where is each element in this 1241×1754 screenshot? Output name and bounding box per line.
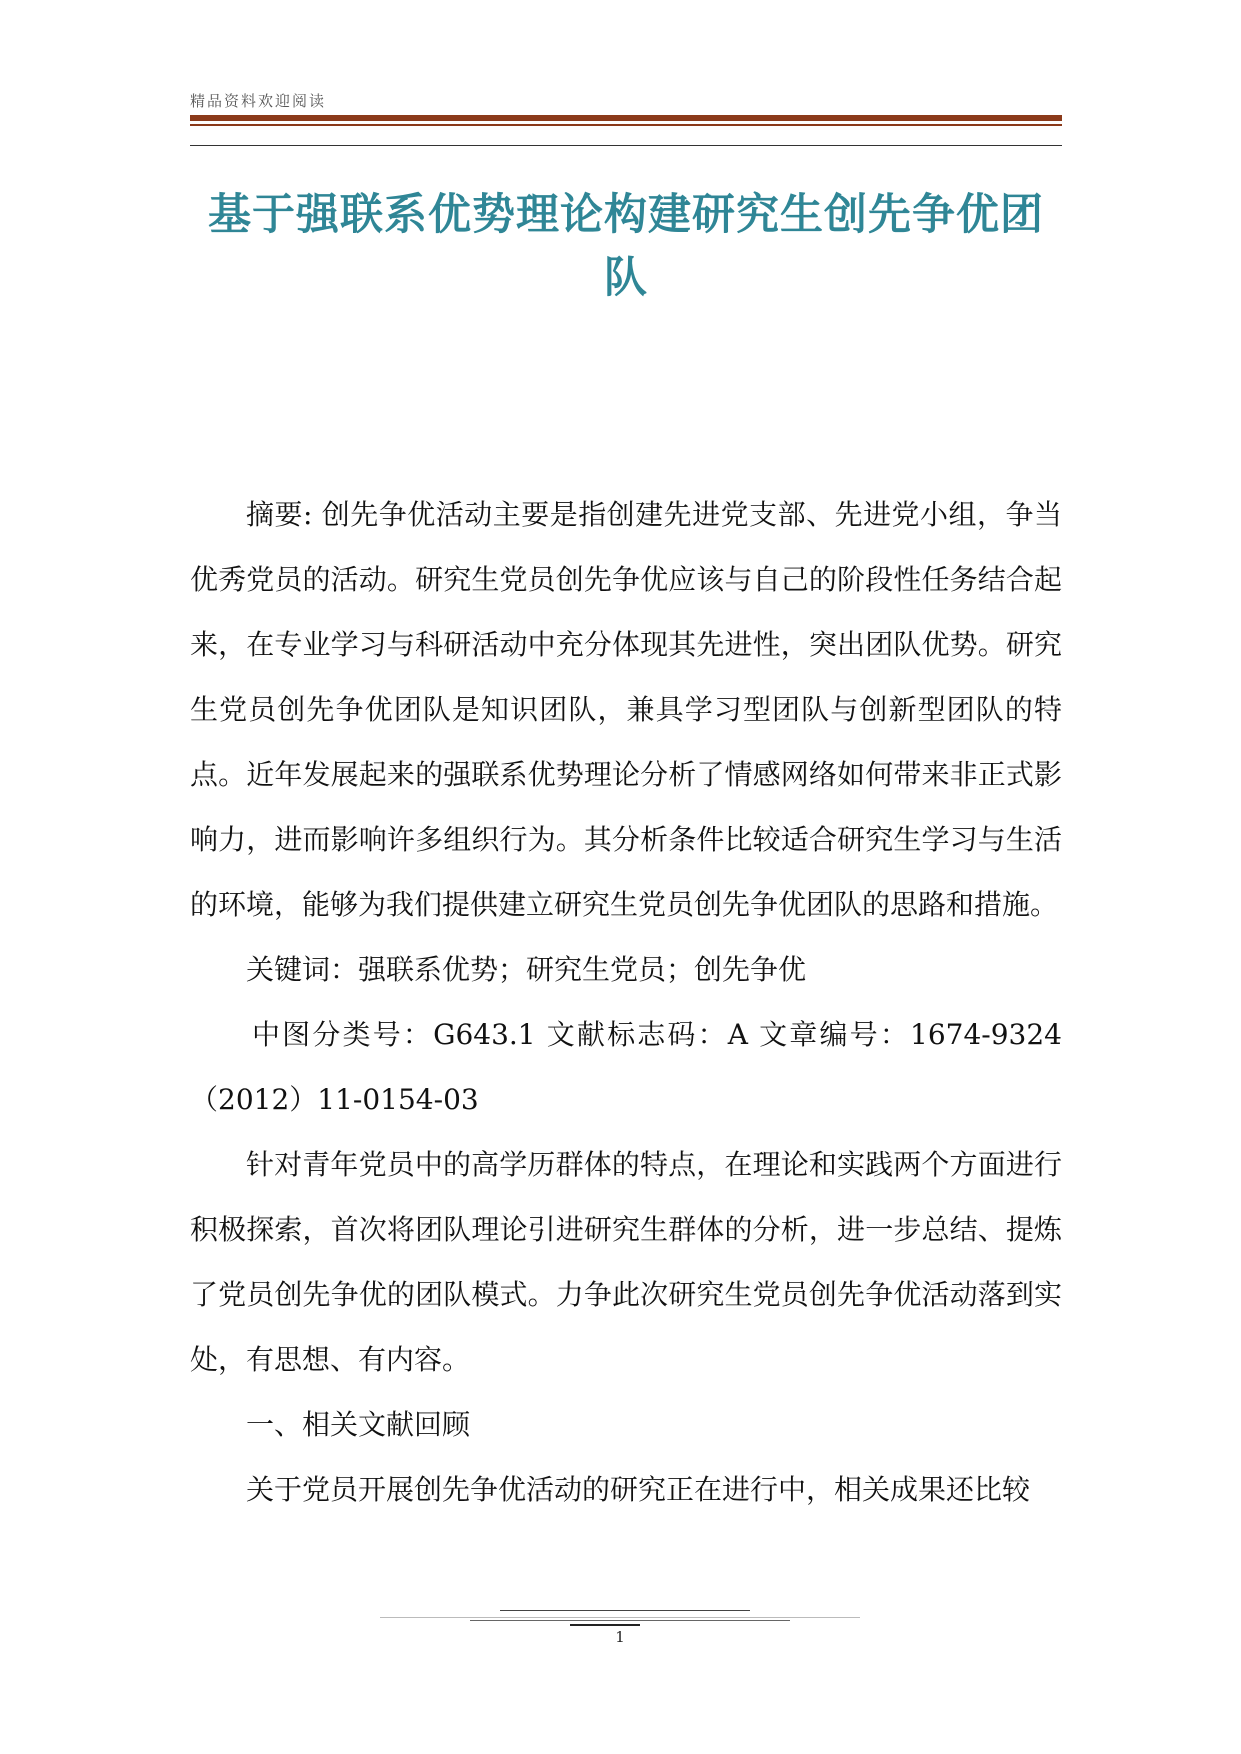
document-title: 基于强联系优势理论构建研究生创先争优团队 bbox=[208, 189, 1044, 303]
header-rule-thin bbox=[190, 124, 1062, 126]
intro-paragraph: 针对青年党员中的高学历群体的特点，在理论和实践两个方面进行积极探索，首次将团队理论引进研究生群体的分析，进一步总结、提炼了党员创先争优的团队模式。力争此次研究生党员创先争优活动落到实处，有思想、有内容。 bbox=[190, 1148, 1062, 1376]
document-body bbox=[190, 482, 1062, 1522]
section-heading: 一、相关文献回顾 bbox=[246, 1408, 471, 1441]
keywords-paragraph: 关键词：强联系优势；研究生党员；创先争优 bbox=[246, 953, 807, 986]
page-number: 1 bbox=[615, 1628, 625, 1646]
section-paragraph: 关于党员开展创先争优活动的研究正在进行中，相关成果还比较 bbox=[246, 1473, 1031, 1506]
footer-rules bbox=[380, 1610, 860, 1630]
page-header-text: 精品资料欢迎阅读 bbox=[190, 92, 327, 110]
classification-paragraph: 中图分类号：G643.1 文献标志码：A 文章编号：1674-9324（2012）11-0154-03 bbox=[190, 1018, 1062, 1116]
header-rule-thick bbox=[190, 115, 1062, 121]
header-rule-hairline bbox=[190, 145, 1062, 146]
abstract-paragraph: 摘要: 创先争优活动主要是指创建先进党支部、先进党小组，争当优秀党员的活动。研究生党员创先争优应该与自己的阶段性任务结合起来，在专业学习与科研活动中充分体现其先进性，突出团队优势。研究生党员创先争优团队是知识团队，兼具学习型团队与创新型团队的特点。近年发展起来的强联系优势理论分析了情感网络如何带来非正式影响力，进而影响许多组织行为。其分析条件比较适合研究生学习与生活的环境，能够为我们提供建立研究生党员创先争优团队的思路和措施。 bbox=[190, 498, 1062, 921]
